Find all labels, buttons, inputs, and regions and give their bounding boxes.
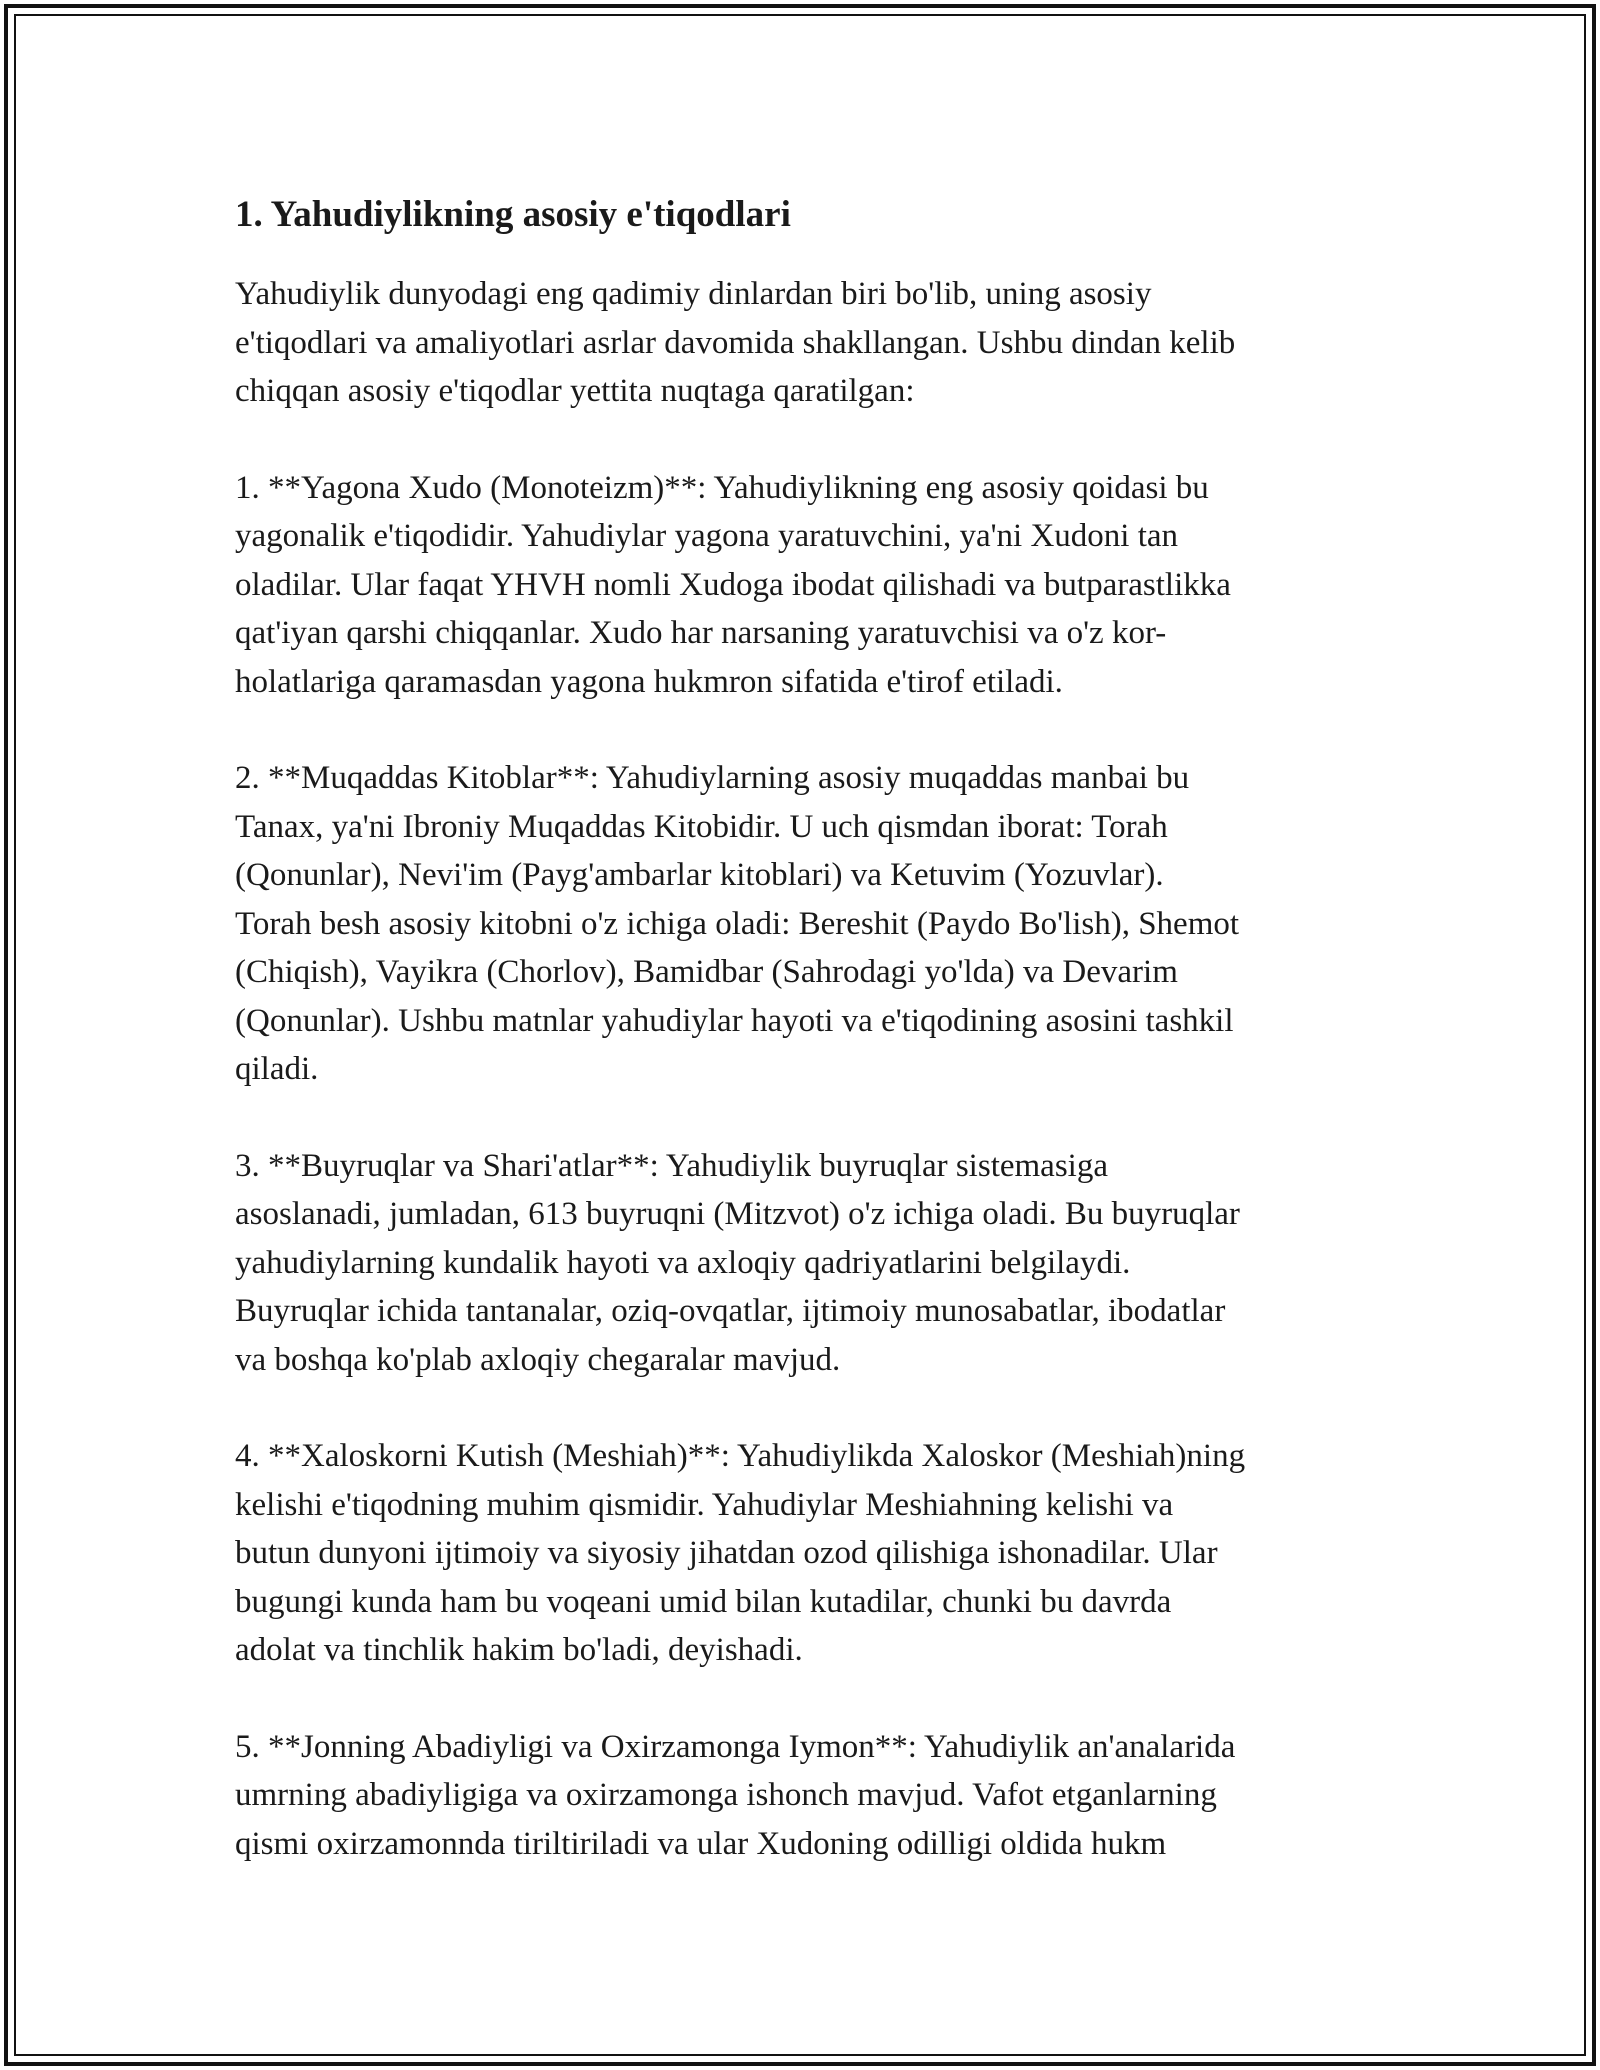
- paragraph-messiah: 4. **Xaloskorni Kutish (Meshiah)**: Yahudiylikda Xaloskor (Meshiah)ning kelishi e'tiqodning muhim qismidir. Yahudiylar Meshiahning kelishi va butun dunyoni ijtimoiy va siyosiy jihatdan ozod qilishiga ishonadilar. Ular bugungi kunda ham bu voqeani umid bilan kutadilar, chunki bu davrda adolat va tinchlik hakim bo'ladi, deyishadi.: [235, 1438, 1246, 1668]
- document-body: [235, 190, 1370, 1916]
- paragraph-monotheism: 1. **Yagona Xudo (Monoteizm)**: Yahudiylikning eng asosiy qoidasi bu yagonalik e'tiqodidir. Yahudiylar yagona yaratuvchini, ya'ni Xudoni tan oladilar. Ular faqat YHVH nomli Xudoga ibodat qilishadi va butparastlikka qat'iyan qarshi chiqqanlar. Xudo har narsaning yaratuvchisi va o'z kor- holatlariga qaramasdan yagona hukmron sifatida e'tirof etiladi.: [235, 469, 1231, 700]
- paragraph-holy-books: 2. **Muqaddas Kitoblar**: Yahudiylarning asosiy muqaddas manbai bu Tanax, ya'ni Ibroniy Muqaddas Kitobidir. U uch qismdan iborat: Torah (Qonunlar), Nevi'im (Payg'ambarlar kitoblari) va Ketuvim (Yozuvlar). Torah besh asosiy kitobni o'z ichiga oladi: Bereshit (Paydo Bo'lish), Shemot (Chiqish), Vayikra (Chorlov), Bamidbar (Sahrodagi yo'lda) va Devarim (Qonunlar). Ushbu matnlar yahudiylar hayoti va e'tiqodining asosini tashkil qiladi.: [235, 760, 1240, 1087]
- document-title: 1. Yahudiylikning asosiy e'tiqodlari: [235, 194, 791, 235]
- paragraph-commandments: 3. **Buyruqlar va Shari'atlar**: Yahudiylik buyruqlar sistemasiga asoslanadi, jumladan, 613 buyruqni (Mitzvot) o'z ichiga oladi. Bu buyruqlar yahudiylarning kundalik hayoti va axloqiy qadriyatlarini belgilaydi. Buyruqlar ichida tantanalar, oziq-ovqatlar, ijtimoiy munosabatlar, ibodatlar va boshqa ko'plab axloqiy chegaralar mavjud.: [235, 1147, 1240, 1378]
- paragraph-afterlife: 5. **Jonning Abadiyligi va Oxirzamonga Iymon**: Yahudiylik an'analarida umrning abadiyligiga va oxirzamonga ishonch mavjud. Vafot etganlarning qismi oxirzamonnda tiriltiriladi va ular Xudoning odilligi oldida hukm: [235, 1728, 1236, 1862]
- intro-paragraph: Yahudiylik dunyodagi eng qadimiy dinlardan biri bo'lib, uning asosiy e'tiqodlari va amaliyotlari asrlar davomida shakllangan. Ushbu dindan kelib chiqqan asosiy e'tiqodlar yettita nuqtaga qaratilgan:: [235, 276, 1236, 409]
